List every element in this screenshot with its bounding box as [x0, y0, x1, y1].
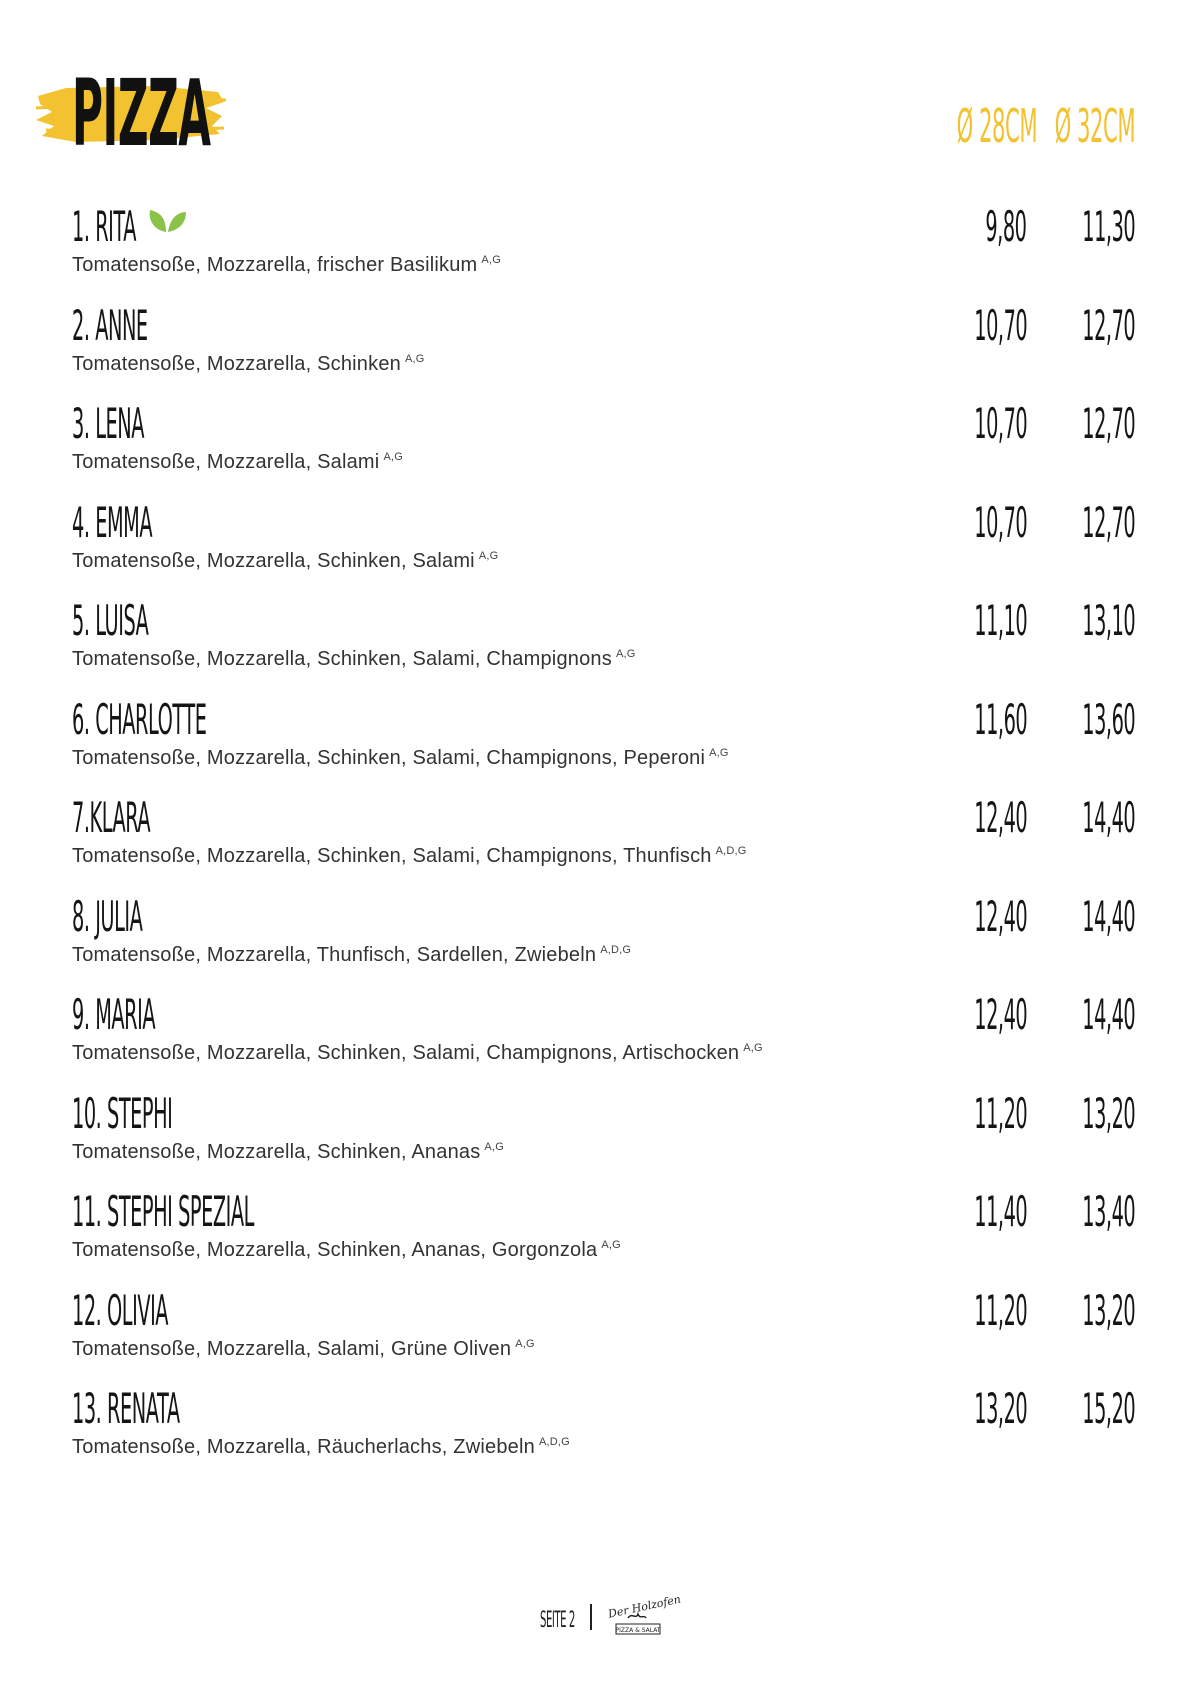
item-name: 4. EMMA	[72, 497, 153, 547]
price-large: 13,10	[1081, 596, 1135, 645]
price-large: 12,70	[1081, 497, 1135, 547]
price-small: 11,60	[973, 694, 1027, 744]
menu-item	[72, 695, 1135, 794]
allergen-codes: A,G	[615, 648, 636, 660]
item-name: 5. LUISA	[72, 596, 149, 645]
pizza-menu	[72, 202, 1135, 1483]
price-large: 14,40	[1081, 793, 1135, 842]
menu-item	[72, 399, 1135, 498]
allergen-codes: A,G	[484, 1140, 504, 1153]
page-title: PIZZA	[72, 60, 211, 167]
item-name: 11. STEPHI SPEZIAL	[72, 1187, 254, 1236]
page-footer	[540, 1592, 682, 1646]
allergen-codes: A,G	[709, 746, 729, 759]
price-large: 12,70	[1081, 300, 1135, 350]
menu-item	[72, 793, 1135, 892]
size-header	[0, 0, 1135, 200]
item-name: 13. RENATA	[72, 1384, 180, 1433]
svg-text:PIZZA & SALAT: PIZZA & SALAT	[615, 1627, 661, 1634]
item-name: 9. MARIA	[72, 990, 156, 1039]
price-large: 14,40	[1081, 990, 1135, 1039]
menu-item	[72, 892, 1135, 991]
item-name: 2. ANNE	[72, 300, 148, 350]
allergen-codes: A,G	[481, 254, 501, 266]
allergen-codes: A,G	[743, 1042, 763, 1054]
price-small: 13,20	[973, 1384, 1027, 1433]
price-small: 11,20	[973, 1088, 1027, 1138]
price-small: 9,80	[985, 202, 1027, 251]
menu-item	[72, 1187, 1135, 1286]
allergen-codes: A,D,G	[715, 845, 747, 857]
price-large: 13,40	[1081, 1187, 1135, 1236]
price-small: 12,40	[973, 990, 1027, 1039]
menu-item	[72, 1384, 1135, 1483]
price-small: 10,70	[973, 399, 1027, 448]
item-name: 12. OLIVIA	[72, 1285, 169, 1335]
item-description: Tomatensoße, Mozzarella, Räucherlachs, Zwiebeln $^{A,D,G}$	[72, 1436, 570, 1458]
price-large: 12,70	[1081, 399, 1135, 448]
item-name: 1. RITA	[72, 202, 136, 251]
price-large: 13,60	[1081, 694, 1135, 744]
allergen-codes: A,G	[601, 1239, 621, 1251]
menu-item	[72, 202, 1135, 301]
menu-item	[72, 1286, 1135, 1385]
price-small: 12,40	[973, 891, 1027, 941]
leaf-icon	[146, 208, 188, 234]
item-name: 10. STEPHI	[72, 1088, 173, 1138]
item-description: Tomatensoße, Mozzarella, Thunfisch, Sardellen, Zwiebeln $^{A,D,G}$	[72, 943, 632, 966]
item-description: Tomatensoße, Mozzarella, Schinken, Ananas, Gorgonzola $^{A,G}$	[72, 1239, 621, 1261]
svg-text:Der Holzofen: Der Holzofen	[606, 1592, 682, 1621]
allergen-codes: A,G	[478, 549, 499, 562]
menu-item	[72, 301, 1135, 400]
allergen-codes: A,G	[515, 1337, 535, 1350]
footer-divider	[590, 1604, 592, 1630]
price-large: 15,20	[1081, 1384, 1135, 1433]
allergen-codes: A,G	[383, 451, 403, 463]
menu-item	[72, 990, 1135, 1089]
item-description: Tomatensoße, Mozzarella, Schinken, Salami $^{A,G}$	[72, 549, 499, 572]
menu-item	[72, 498, 1135, 597]
item-description: Tomatensoße, Mozzarella, Schinken, Salami, Champignons, Peperoni $^{A,G}$	[72, 746, 729, 769]
item-name: 6. CHARLOTTE	[72, 694, 207, 744]
item-name: 8. JULIA	[72, 891, 143, 941]
allergen-codes: A,G	[404, 352, 425, 365]
price-small: 10,70	[973, 497, 1027, 547]
item-description: Tomatensoße, Mozzarella, frischer Basilikum $^{A,G}$	[72, 254, 501, 276]
page-number: SEITE 2	[540, 1608, 575, 1633]
price-small: 11,40	[973, 1187, 1027, 1236]
menu-item	[72, 1089, 1135, 1188]
price-large: 14,40	[1081, 891, 1135, 941]
item-description: Tomatensoße, Mozzarella, Schinken, Salami, Champignons $^{A,G}$	[72, 648, 636, 670]
item-description: Tomatensoße, Mozzarella, Salami $^{A,G}$	[72, 451, 403, 473]
price-large: 13,20	[1081, 1285, 1135, 1335]
price-small: 10,70	[973, 300, 1027, 350]
size-large-label: Ø 32CM	[1054, 99, 1135, 153]
price-small: 12,40	[973, 793, 1027, 842]
item-name: 3. LENA	[72, 399, 144, 448]
price-small: 11,10	[973, 596, 1027, 645]
item-description: Tomatensoße, Mozzarella, Schinken, Ananas $^{A,G}$	[72, 1140, 504, 1163]
item-name: 7.KLARA	[72, 793, 151, 842]
allergen-codes: A,D,G	[600, 943, 632, 956]
item-description: Tomatensoße, Mozzarella, Schinken, Salami, Champignons, Thunfisch $^{A,D,G}$	[72, 845, 747, 867]
item-description: Tomatensoße, Mozzarella, Salami, Grüne Oliven $^{A,G}$	[72, 1337, 535, 1360]
price-small: 11,20	[973, 1285, 1027, 1335]
item-description: Tomatensoße, Mozzarella, Schinken $^{A,G}$	[72, 352, 425, 375]
price-large: 13,20	[1081, 1088, 1135, 1138]
size-small-label: Ø 28CM	[956, 99, 1037, 153]
allergen-codes: A,D,G	[538, 1436, 570, 1448]
brand-logo	[606, 1592, 682, 1640]
item-description: Tomatensoße, Mozzarella, Schinken, Salami, Champignons, Artischocken $^{A,G}$	[72, 1042, 763, 1064]
price-large: 11,30	[1081, 202, 1135, 251]
menu-item	[72, 596, 1135, 695]
